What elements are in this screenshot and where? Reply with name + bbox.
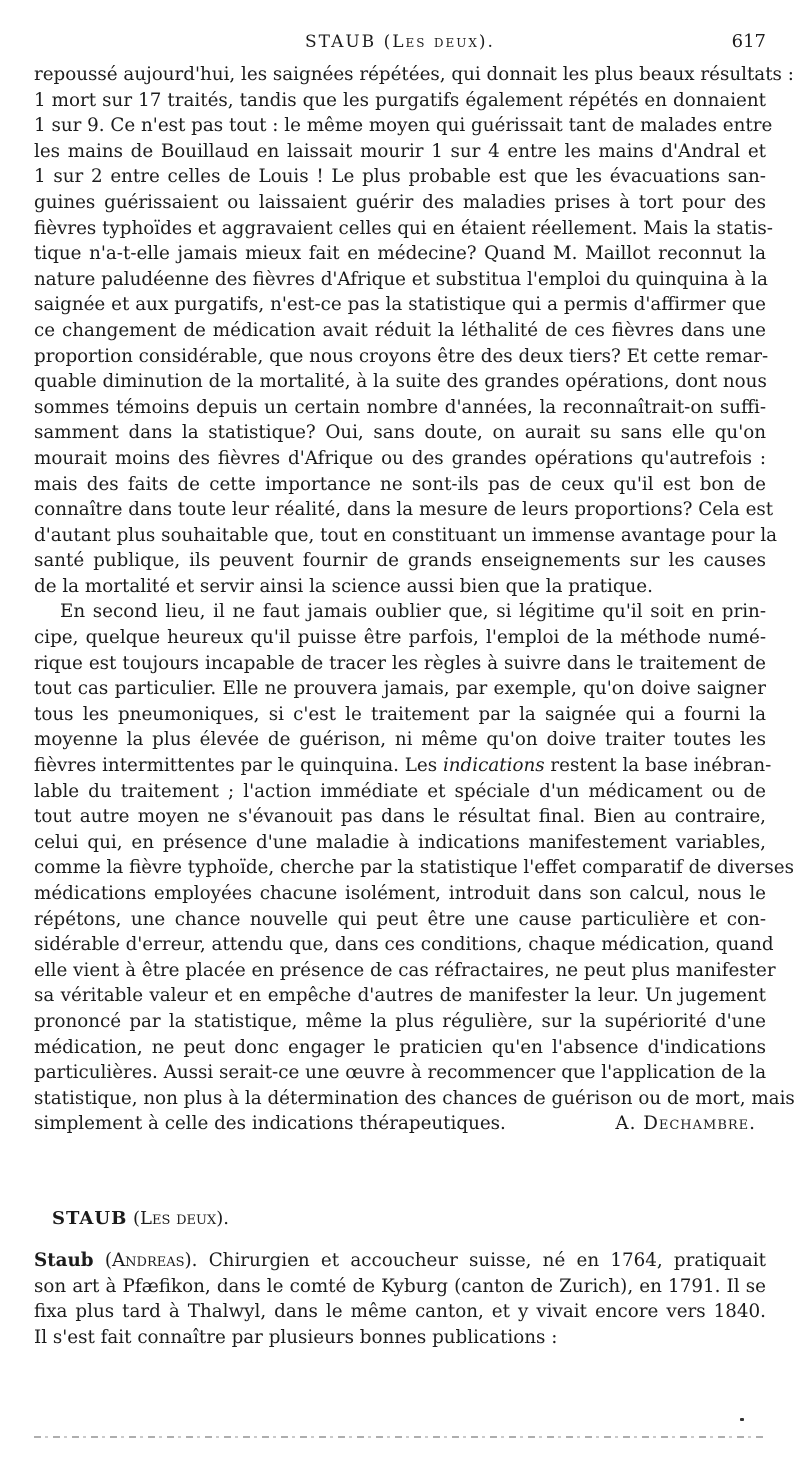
text-line: connaître dans toute leur réalité, dans la mesure de leurs proportions? Cela est xyxy=(34,499,774,521)
section-heading-paren: (Les deux). xyxy=(133,1208,229,1229)
text-line: 1 sur 9. Ce n'est pas tout : le même moyen qui guérissait tant de malades entre xyxy=(34,115,773,137)
closing-line xyxy=(34,1111,766,1137)
section-heading-name: STAUB xyxy=(52,1208,128,1229)
text-line: repoussé aujourd'hui, les saignées répétées, qui donnait les plus beaux résultats : xyxy=(34,64,794,85)
text-line: tique n'a-t-elle jamais mieux fait en médecine? Quand M. Maillot reconnut la xyxy=(34,243,766,265)
text-line: fixa plus tard à Thalwyl, dans le même canton, et y vivait encore vers 1840. xyxy=(34,1301,766,1323)
entry-name: Staub xyxy=(34,1250,94,1271)
text-line: mourait moins des fièvres d'Afrique ou des grandes opérations qu'autrefois : xyxy=(34,447,766,469)
text-line: tout autre moyen ne s'évanouit pas dans le résultat final. Bien au contraire, xyxy=(34,806,766,828)
section-heading xyxy=(52,1206,229,1232)
text-line: comme la fièvre typhoïde, cherche par la statistique l'effet comparatif de diverses xyxy=(34,857,794,879)
text-line: santé publique, ils peuvent fournir de grands enseignements sur les causes xyxy=(34,550,766,572)
text-line: fièvres typhoïdes et aggravaient celles qui en étaient réellement. Mais la statis- xyxy=(34,217,773,239)
entry-first-line xyxy=(34,1248,766,1274)
text-fragment: Chirurgien et accoucheur suisse, né en 1764, pratiquait xyxy=(197,1250,766,1271)
paragraph-1 xyxy=(34,62,794,599)
text-line: les mains de Bouillaud en laissait mourir 1 sur 4 entre les mains d'Andral et xyxy=(34,140,766,162)
running-head-name: STAUB xyxy=(305,32,377,52)
text-line: Il s'est fait connaître par plusieurs bonnes publications : xyxy=(34,1326,558,1348)
text-line: d'autant plus souhaitable que, tout en constituant un immense avantage pour la xyxy=(34,524,778,546)
text-line: proportion considérable, que nous croyons être des deux tiers? Et cette remar- xyxy=(34,345,769,367)
text-line: son art à Pfæfikon, dans le comté de Kyburg (canton de Zurich), en 1791. Il se xyxy=(34,1275,766,1297)
text-fragment: restent la base inébran- xyxy=(544,755,772,777)
final-text: simplement à celle des indications thérapeutiques. xyxy=(34,1113,506,1135)
author-signature: A. Dechambre. xyxy=(615,1113,756,1135)
text-fragment: fièvres intermittentes par le quinquina. Les xyxy=(34,755,443,777)
text-line: guines guérissaient ou laissaient guérir des maladies prises à tort pour des xyxy=(34,191,766,213)
running-head xyxy=(34,30,766,54)
text-line: quable diminution de la mortalité, à la suite des grandes opérations, dont nous xyxy=(34,371,767,393)
text-line: mais des faits de cette importance ne sont-ils pas de ceux qu'il est bon de xyxy=(34,473,766,495)
running-head-title xyxy=(34,30,766,54)
text-line: sa véritable valeur et en empêche d'autres de manifester la leur. Un jugement xyxy=(34,985,766,1007)
text-line: En second lieu, il ne faut jamais oublier que, si légitime qu'il soit en prin- xyxy=(60,601,766,623)
page-number: 617 xyxy=(731,31,766,52)
text-line: ce changement de médication avait réduit la léthalité de ces fièvres dans une xyxy=(34,319,766,341)
text-line-with-italic xyxy=(34,753,772,779)
text-line: 1 sur 2 entre celles de Louis ! Le plus probable est que les évacuations san- xyxy=(34,166,766,188)
text-line: elle vient à être placée en présence de cas réfractaires, ne peut plus manifester xyxy=(34,959,776,981)
running-head-paren: (Les deux). xyxy=(383,32,495,52)
text-line: celui qui, en présence d'une maladie à indications manifestement variables, xyxy=(34,831,766,853)
text-line: moyenne la plus élevée de guérison, ni même qu'on doive traiter toutes les xyxy=(34,729,766,751)
bottom-bleed-through-rule xyxy=(34,1436,766,1438)
text-line: statistique, non plus à la détermination des chances de guérison ou de mort, mais xyxy=(34,1087,795,1109)
text-line: tous les pneumoniques, si c'est le traitement par la saignée qui a fourni la xyxy=(34,703,766,725)
text-line: répétons, une chance nouvelle qui peut être une cause particulière et con- xyxy=(34,908,766,930)
paragraph-2 xyxy=(34,599,795,1136)
biography-entry xyxy=(34,1248,766,1350)
italic-term: indications xyxy=(442,755,545,777)
article-body xyxy=(34,62,795,1137)
text-line: prononcé par la statistique, même la plus régulière, sur la supériorité d'une xyxy=(34,1010,766,1032)
text-line: 1 mort sur 17 traités, tandis que les purgatifs également répétés en donnaient xyxy=(34,89,766,111)
text-line: médication, ne peut donc engager le praticien qu'en l'absence d'indications xyxy=(34,1036,766,1058)
text-line: de la mortalité et servir ainsi la science aussi bien que la pratique. xyxy=(34,575,653,597)
text-line: médications employées chacune isolément, introduit dans son calcul, nous le xyxy=(34,883,766,904)
text-line: sommes témoins depuis un certain nombre d'années, la reconnaîtrait-on suffi- xyxy=(34,396,766,418)
text-line: lable du traitement ; l'action immédiate et spéciale d'un médicament ou de xyxy=(34,780,766,802)
text-line: particulières. Aussi serait-ce une œuvre à recommencer que l'application de la xyxy=(34,1062,767,1084)
entry-first-name: (Andreas). xyxy=(104,1250,198,1271)
text-line: cipe, quelque heureux qu'il puisse être parfois, l'emploi de la méthode numé- xyxy=(34,627,766,649)
text-line: sidérable d'erreur, attendu que, dans ces conditions, chaque médication, quand xyxy=(34,934,774,956)
print-speck xyxy=(740,1418,744,1421)
text-line: samment dans la statistique? Oui, sans doute, on aurait su sans elle qu'on xyxy=(34,422,766,444)
text-line: tout cas particulier. Elle ne prouvera jamais, par exemple, qu'on doive saigner xyxy=(34,678,766,700)
text-line: rique est toujours incapable de tracer les règles à suivre dans le traitement de xyxy=(34,652,766,674)
text-line: saignée et aux purgatifs, n'est-ce pas la statistique qui a permis d'affirmer que xyxy=(34,294,766,316)
text-line: nature paludéenne des fièvres d'Afrique et substitua l'emploi du quinquina à la xyxy=(34,268,768,290)
